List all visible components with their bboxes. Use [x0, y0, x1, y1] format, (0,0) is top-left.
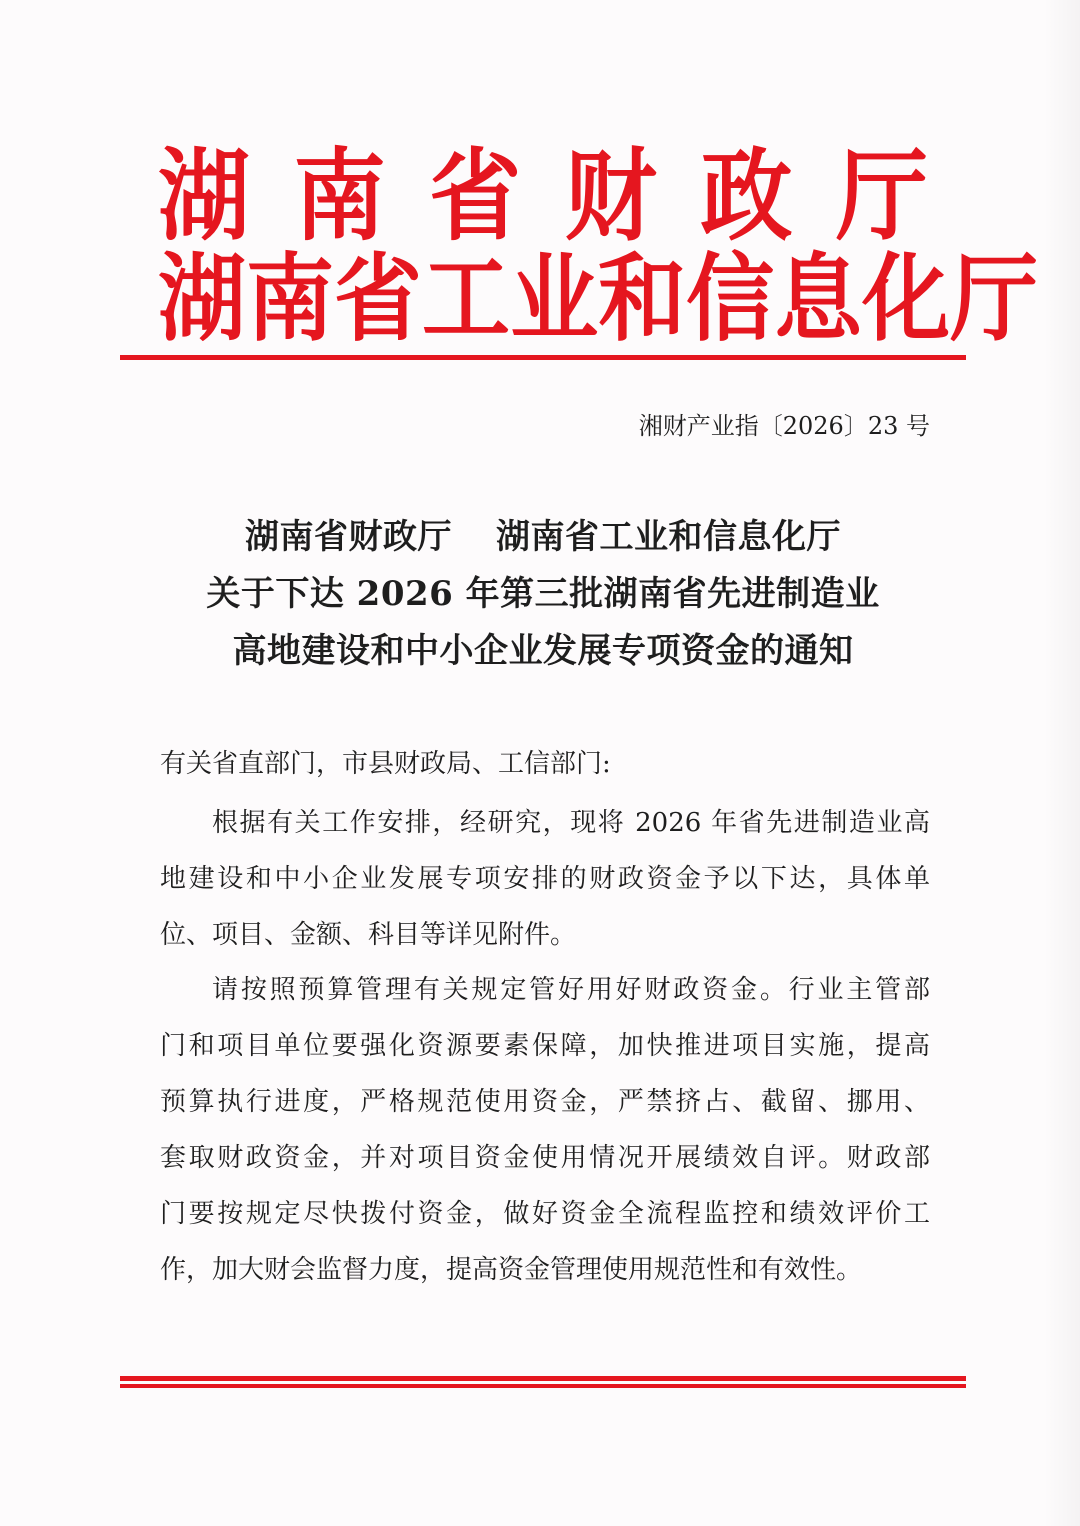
- letterhead-char: 政: [700, 138, 793, 255]
- letterhead-finance-department: [158, 138, 928, 255]
- paragraph-line: 地建设和中小企业发展专项安排的财政资金予以下达，具体单: [160, 864, 930, 894]
- letterhead-char: 工: [422, 242, 511, 355]
- title-issuer-finance: 湖南省财政厅: [245, 517, 452, 557]
- letterhead-char: 信: [686, 242, 775, 355]
- letterhead-char: 湖: [158, 242, 247, 355]
- title-line-2: 关于下达 2026 年第三批湖南省先进制造业: [206, 574, 880, 614]
- letterhead-char: 厅: [950, 242, 1039, 355]
- paragraph-line: 请按照预算管理有关规定管好用好财政资金。行业主管部: [212, 975, 930, 1005]
- letterhead-char: 财: [564, 138, 657, 255]
- footer-red-rule-upper: [120, 1376, 966, 1381]
- letterhead-char: 南: [246, 242, 335, 355]
- paragraph-line: 套取财政资金，并对项目资金使用情况开展绩效自评。财政部: [160, 1143, 930, 1173]
- letterhead-char: 省: [429, 138, 522, 255]
- title-issuer-industry: 湖南省工业和信息化厅: [496, 517, 841, 557]
- letterhead-industry-it-department: [158, 242, 1039, 355]
- salutation: 有关省直部门，市县财政局、工信部门:: [160, 749, 611, 779]
- body-paragraph-1: [160, 795, 930, 963]
- letterhead-char: 和: [598, 242, 687, 355]
- paragraph-line: 门要按规定尽快拨付资金，做好资金全流程监控和绩效评价工: [160, 1199, 930, 1229]
- page-edge-shadow: [1044, 0, 1080, 1526]
- footer-red-rule-lower: [120, 1384, 966, 1388]
- paragraph-line: 门和项目单位要强化资源要素保障，加快推进项目实施，提高: [160, 1031, 930, 1061]
- title-line-1: [120, 510, 966, 564]
- body-paragraph-2: [160, 962, 930, 1298]
- letterhead-char: 厅: [835, 138, 928, 255]
- title-line-3: 高地建设和中小企业发展专项资金的通知: [232, 631, 854, 671]
- paragraph-line: 预算执行进度，严格规范使用资金，严禁挤占、截留、挪用、: [160, 1087, 930, 1117]
- letterhead-char: 省: [334, 242, 423, 355]
- letterhead-char: 业: [510, 242, 599, 355]
- paragraph-line: 作，加大财会监督力度，提高资金管理使用规范性和有效性。: [160, 1255, 863, 1285]
- letterhead-char: 化: [862, 242, 951, 355]
- document-number: 湘财产业指〔2026〕23 号: [638, 412, 930, 440]
- paragraph-line: 根据有关工作安排，经研究，现将 2026 年省先进制造业高: [212, 808, 930, 838]
- letterhead-red-rule: [120, 355, 966, 360]
- paragraph-line: 位、项目、金额、科目等详见附件。: [160, 920, 577, 950]
- letterhead-char: 息: [774, 242, 863, 355]
- letterhead-char: 湖: [158, 138, 251, 255]
- letterhead-char: 南: [293, 138, 386, 255]
